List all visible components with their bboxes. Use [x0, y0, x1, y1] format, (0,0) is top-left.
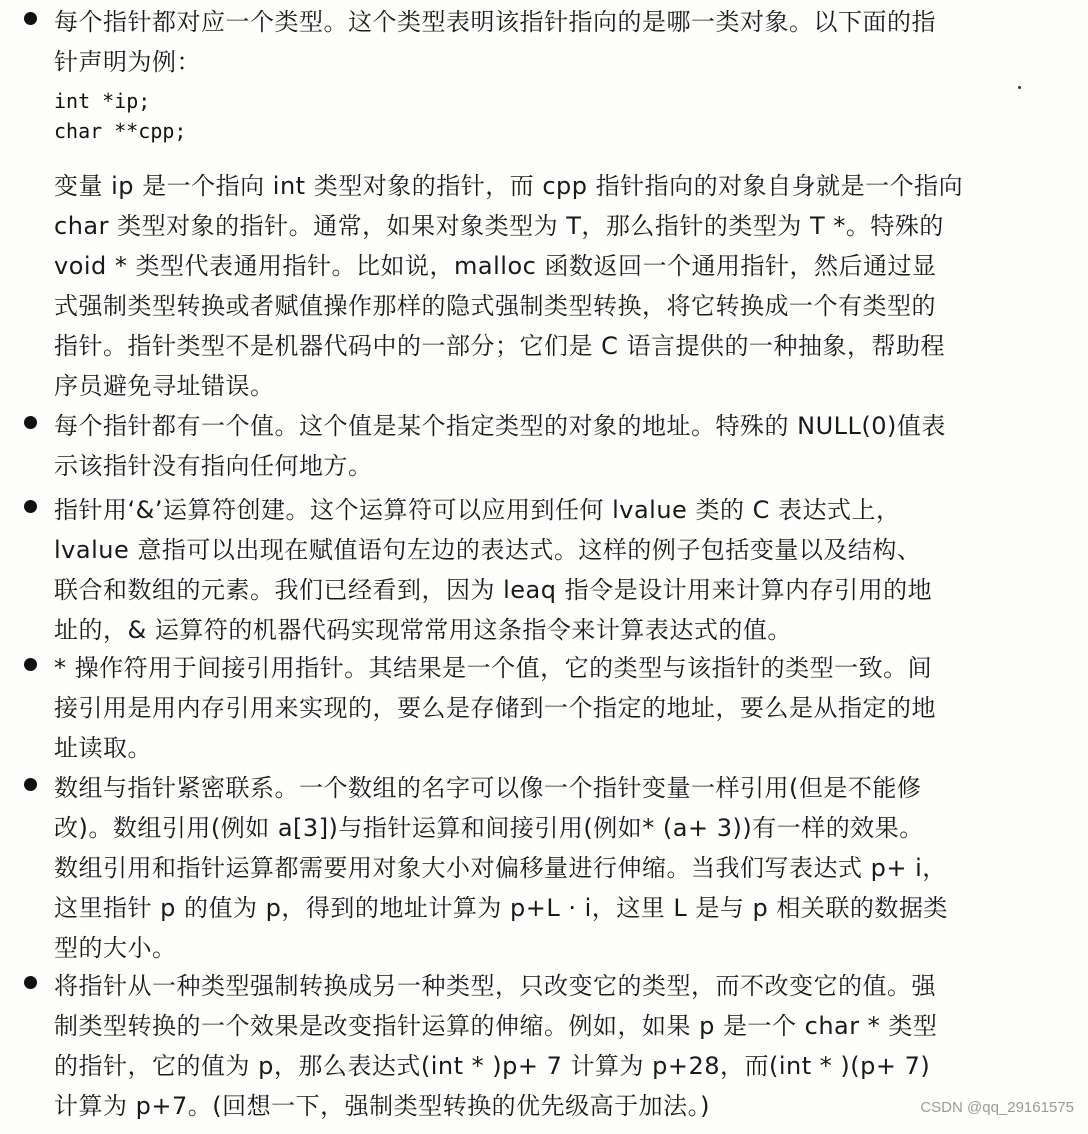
bullet-item-address-operator [24, 490, 1070, 650]
bullet-dot [24, 500, 37, 513]
bullet-item-arrays-pointers [24, 768, 1070, 968]
text-line: 制类型转换的一个效果是改变指针运算的伸缩。例如，如果 p 是一个 char * 类型 [54, 1012, 938, 1040]
bullet-item-casting [24, 966, 1070, 1126]
text-line: void * 类型代表通用指针。比如说，malloc 函数返回一个通用指针，然后通过显 [54, 252, 937, 280]
text-line: lvalue 意指可以出现在赋值语句左边的表达式。这样的例子包括变量以及结构、 [54, 536, 922, 564]
watermark: CSDN @qq_29161575 [920, 1099, 1074, 1116]
text-line: 指针。指针类型不是机器代码中的一部分；它们是 C 语言提供的一种抽象，帮助程 [54, 332, 946, 360]
text-line: 每个指针都有一个值。这个值是某个指定类型的对象的地址。特殊的 NULL(0)值表 [54, 412, 946, 440]
text-line: char 类型对象的指针。通常，如果对象类型为 T，那么指针的类型为 T *。特殊的 [54, 212, 944, 240]
bullet-dot [24, 778, 37, 791]
bullet-continuation [24, 166, 1070, 406]
code-line: int *ip; [54, 89, 151, 113]
bullet-item-dereference [24, 648, 1070, 768]
text-line: * 操作符用于间接引用指针。其结果是一个值，它的类型与该指针的类型一致。间 [54, 654, 933, 682]
text-line: 址读取。 [54, 734, 152, 762]
text-line: 序员避免寻址错误。 [54, 372, 275, 400]
text-line: 型的大小。 [54, 934, 177, 962]
bullet-dot [24, 976, 37, 989]
text-line: 针声明为例： [54, 48, 201, 76]
text-line: 变量 ip 是一个指向 int 类型对象的指针，而 cpp 指针指向的对象自身就是一个指向 [54, 172, 964, 200]
text-line: 改)。数组引用(例如 a[3])与指针运算和间接引用(例如* (a+ 3))有一样的效果。 [54, 814, 924, 842]
text-line: 每个指针都对应一个类型。这个类型表明该指针指向的是哪一类对象。以下面的指 [54, 8, 936, 36]
paragraph [54, 166, 1070, 406]
text-line: 示该指针没有指向任何地方。 [54, 452, 373, 480]
text-line: 数组引用和指针运算都需要用对象大小对偏移量进行伸缩。当我们写表达式 p+ i， [54, 854, 947, 882]
paragraph [54, 966, 1070, 1126]
bullet-item-pointer-type [24, 2, 1070, 82]
bullet-dot [24, 12, 37, 25]
text-line: 数组与指针紧密联系。一个数组的名字可以像一个指针变量一样引用(但是不能修 [54, 774, 922, 802]
text-line: 将指针从一种类型强制转换成另一种类型，只改变它的类型，而不改变它的值。强 [54, 972, 936, 1000]
text-line: 指针用‘&’运算符创建。这个运算符可以应用到任何 lvalue 类的 C 表达式上， [54, 496, 901, 524]
text-line: 这里指针 p 的值为 p，得到的地址计算为 p+L · i，这里 L 是与 p 相关联的数据类 [54, 894, 948, 922]
paragraph [54, 648, 1070, 768]
text-line: 式强制类型转换或者赋值操作那样的隐式强制类型转换，将它转换成一个有类型的 [54, 292, 936, 320]
stray-dot [1018, 86, 1021, 89]
text-line: 计算为 p+7。(回想一下，强制类型转换的优先级高于加法。) [54, 1092, 710, 1120]
paragraph [54, 490, 1070, 650]
code-line: char **cpp; [54, 119, 187, 143]
text-line: 联合和数组的元素。我们已经看到，因为 leaq 指令是设计用来计算内存引用的地 [54, 576, 933, 604]
text-line: 接引用是用内存引用来实现的，要么是存储到一个指定的地址，要么是从指定的地 [54, 694, 936, 722]
paragraph [54, 406, 1070, 486]
paragraph [54, 768, 1070, 968]
bullet-dot [24, 658, 37, 671]
text-line: 的指针，它的值为 p，那么表达式(int * )p+ 7 计算为 p+28，而(int * )(p+ 7) [54, 1052, 931, 1080]
paragraph [54, 2, 1070, 82]
code-block [54, 86, 186, 146]
bullet-dot [24, 416, 37, 429]
bullet-item-pointer-value [24, 406, 1070, 486]
text-line: 址的，& 运算符的机器代码实现常常用这条指令来计算表达式的值。 [54, 616, 792, 644]
